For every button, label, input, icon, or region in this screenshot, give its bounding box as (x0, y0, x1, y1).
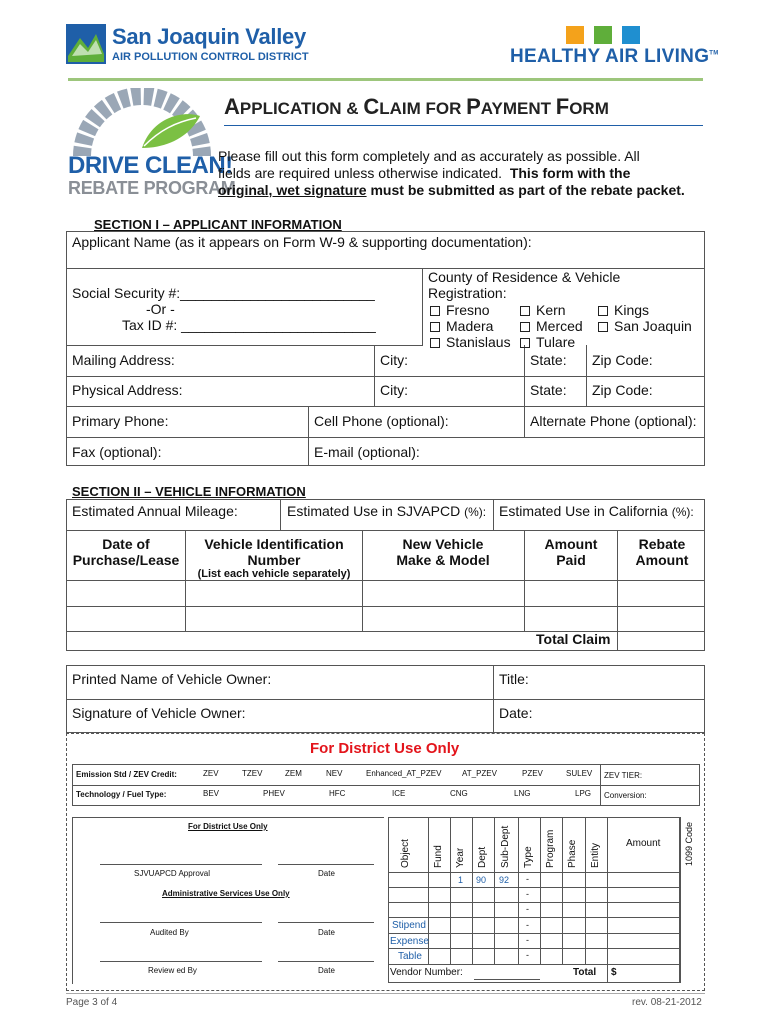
vendor-number-label: Vendor Number: (390, 967, 463, 978)
table-label: Table (398, 951, 422, 962)
acct-header-amount: Amount (626, 838, 661, 849)
tech-lng[interactable]: LNG (514, 789, 531, 798)
county-fresno-checkbox[interactable] (430, 306, 440, 316)
emission-zev[interactable]: ZEV (203, 769, 219, 778)
physical-zip-field[interactable]: Zip Code: (592, 382, 653, 398)
acct-row1-dept: 90 (476, 875, 487, 885)
title-a1: A (224, 94, 240, 119)
tax-id-field[interactable]: Tax ID #: _________________________ (122, 317, 376, 333)
county-merced[interactable] (520, 318, 583, 334)
county-kern-label: Kern (536, 302, 566, 318)
tech-phev[interactable]: PHEV (263, 789, 285, 798)
col-vin-note: (List each vehicle separately) (197, 568, 351, 580)
county-kings[interactable] (598, 302, 649, 318)
county-madera-checkbox[interactable] (430, 322, 440, 332)
s1-row-line5 (66, 345, 423, 346)
emission-std-label: Emission Std / ZEV Credit: (76, 770, 177, 779)
instructions (218, 148, 698, 199)
hal-squares-icon (566, 24, 646, 46)
emission-zem[interactable]: ZEM (285, 769, 302, 778)
sig-col-line (493, 665, 494, 733)
mailing-address-field[interactable]: Mailing Address: (72, 352, 175, 368)
conversion-field[interactable]: Conversion: (604, 791, 647, 800)
acct-header-line (388, 872, 680, 873)
acct-row5-dash: - (526, 935, 529, 945)
county-madera[interactable] (430, 318, 493, 334)
s1-col-county (422, 268, 423, 345)
ssn-field[interactable]: Social Security #:_________________________ (72, 285, 375, 301)
county-label-line2: Registration: (428, 285, 507, 301)
emission-tzev[interactable]: TZEV (242, 769, 263, 778)
acct-header-object: Object (400, 839, 411, 868)
s1-row-line4 (66, 437, 705, 438)
tech-fuel-label: Technology / Fuel Type: (76, 790, 167, 799)
hal-logo-text (510, 46, 719, 68)
drive-clean-gauge-icon (72, 88, 212, 158)
hal-logo-label: HEALTHY AIR LIVING (510, 46, 710, 67)
physical-city-field[interactable]: City: (380, 382, 408, 398)
admin-services-label: Administrative Services Use Only (162, 889, 290, 898)
primary-phone-field[interactable]: Primary Phone: (72, 413, 169, 429)
cell-phone-field[interactable]: Cell Phone (optional): (314, 413, 449, 429)
acct-row-line1 (388, 887, 680, 888)
col-date-header: Date of Purchase/Lease (72, 536, 180, 568)
mailing-city-field[interactable]: City: (380, 352, 408, 368)
section2-heading: SECTION II – VEHICLE INFORMATION (72, 484, 306, 499)
county-merced-label: Merced (536, 318, 583, 334)
acct-header-year: Year (455, 847, 466, 868)
instructions-line3 (218, 182, 698, 199)
instructions-line2-text: fields are required unless otherwise indicated. (218, 165, 503, 181)
county-stanislaus[interactable] (430, 334, 511, 350)
acct-row1-subdept: 92 (499, 875, 510, 885)
annual-mileage-field[interactable]: Estimated Annual Mileage: (72, 503, 238, 519)
acct-col-8 (585, 817, 586, 964)
section1-heading: SECTION I – APPLICANT INFORMATION (94, 217, 342, 232)
acct-row6-dash: - (526, 950, 529, 960)
sjv-logo (66, 24, 106, 64)
district-use-heading: For District Use Only (310, 740, 460, 757)
instructions-bold2: original, wet signature (218, 182, 367, 198)
emission-sulev[interactable]: SULEV (566, 769, 593, 778)
acct-col-5 (518, 817, 519, 964)
emission-row-line (72, 785, 700, 786)
acct-col-6 (540, 817, 541, 964)
drive-clean-text: DRIVE CLEAN! (68, 152, 233, 179)
acct-header-fund: Fund (433, 845, 444, 868)
use-california-field[interactable] (499, 503, 694, 519)
acct-row-line2 (388, 902, 680, 903)
county-kern[interactable] (520, 302, 566, 318)
title-c2: LAIM FOR (379, 99, 467, 118)
tech-ice[interactable]: ICE (392, 789, 406, 798)
acct-row-line5 (388, 948, 680, 949)
county-merced-checkbox[interactable] (520, 322, 530, 332)
county-kings-label: Kings (614, 302, 650, 318)
email-field[interactable]: E-mail (optional): (314, 444, 420, 460)
instructions-line2 (218, 165, 698, 182)
inner-district-box (72, 817, 384, 984)
audited-sig-line (100, 922, 262, 923)
reviewed-sig-line (100, 961, 262, 962)
inner-district-heading: For District Use Only (188, 822, 268, 831)
col-make-header: New Vehicle Make & Model (396, 536, 490, 568)
code-1099-label: 1099 Code (684, 821, 694, 866)
section1-table (66, 231, 705, 466)
county-fresno[interactable] (430, 302, 490, 318)
county-san-joaquin-label: San Joaquin (614, 318, 692, 334)
instructions-bold3: must be submitted as part of the rebate packet. (370, 182, 685, 198)
s1-row-line3 (66, 406, 705, 407)
acct-row1-dash: - (526, 874, 529, 884)
sjv-approval-label: SJVUAPCD Approval (134, 869, 211, 878)
emission-col-line (600, 764, 601, 806)
acct-header-dept: Dept (477, 846, 488, 868)
acct-header-program: Program (545, 829, 556, 868)
tech-cng[interactable]: CNG (450, 789, 468, 798)
county-stanislaus-checkbox[interactable] (430, 338, 440, 348)
signature-field[interactable]: Signature of Vehicle Owner: (72, 705, 246, 721)
acct-row3-dash: - (526, 904, 529, 914)
county-tulare[interactable] (520, 334, 575, 350)
title-field[interactable]: Title: (499, 671, 529, 687)
alt-phone-field[interactable]: Alternate Phone (optional): (530, 413, 697, 429)
title-f1: F (555, 94, 570, 119)
acct-header-type: Type (523, 846, 534, 868)
emission-at-pzev[interactable]: AT_PZEV (462, 769, 497, 778)
acct-header-phase: Phase (567, 839, 578, 868)
instructions-bold1: This form with the (509, 165, 631, 181)
title-c1: C (363, 94, 380, 119)
reviewed-by-label: Review ed By (148, 966, 197, 975)
revision-date: rev. 08-21-2012 (632, 997, 702, 1008)
title-a2: PPLICATION & (239, 99, 364, 118)
footer-rule (66, 993, 705, 994)
physical-address-field[interactable]: Physical Address: (72, 382, 183, 398)
code1099-col (680, 817, 681, 983)
stipend-label: Stipend (392, 920, 426, 931)
acct-col-3 (472, 817, 473, 964)
acct-row4-dash: - (526, 920, 529, 930)
s1-col-alt (524, 406, 525, 437)
expense-label: Expense (390, 936, 429, 947)
county-madera-label: Madera (446, 318, 494, 334)
title-p1: P (466, 94, 481, 119)
sig-row-line (66, 699, 705, 700)
acct-header-subdept: Sub-Dept (500, 825, 511, 868)
fax-field[interactable]: Fax (optional): (72, 444, 162, 460)
acct-col-2 (450, 817, 451, 964)
reviewed-date-line (278, 961, 374, 962)
s2-col-rebate (617, 530, 618, 651)
vendor-number-line (474, 979, 540, 980)
total-label: Total (573, 967, 597, 978)
rebate-program-text: REBATE PROGRAM (68, 178, 236, 198)
use-sjvapcd-field[interactable] (287, 503, 486, 519)
county-san-joaquin-checkbox[interactable] (598, 322, 608, 332)
s1-row-line2 (66, 376, 705, 377)
tech-hfc[interactable]: HFC (329, 789, 346, 798)
use-sjvapcd-label: Estimated Use in SJVAPCD (287, 503, 461, 519)
tech-bev[interactable]: BEV (203, 789, 220, 798)
county-tulare-checkbox[interactable] (520, 338, 530, 348)
audited-date-label: Date (318, 928, 335, 937)
col-rebate-header: Rebate Amount (635, 536, 689, 568)
emission-nev[interactable]: NEV (326, 769, 343, 778)
acct-col-7 (562, 817, 563, 964)
s2-row-line2 (66, 580, 705, 581)
county-label (428, 269, 620, 301)
acct-row-line6 (388, 964, 680, 965)
zev-tier-field[interactable]: ZEV TIER: (604, 771, 643, 780)
county-kings-checkbox[interactable] (598, 306, 608, 316)
mailing-state-field[interactable]: State: (530, 352, 567, 368)
s2-col-make (362, 530, 363, 631)
physical-state-field[interactable]: State: (530, 382, 567, 398)
org-subtitle: AIR POLLUTION CONTROL DISTRICT (112, 51, 309, 63)
applicant-name-label: Applicant Name (as it appears on Form W-9 & supporting documentation): (72, 234, 532, 250)
acct-row1-year: 1 (458, 875, 464, 885)
acct-col-9 (607, 817, 608, 983)
org-name: San Joaquin Valley (112, 24, 306, 49)
s1-col-cell (308, 406, 309, 466)
approval-sig-line (100, 864, 262, 865)
col-amount-header: Amount Paid (544, 536, 598, 568)
acct-header-entity: Entity (590, 842, 601, 868)
title-f2: ORM (569, 99, 609, 118)
instructions-line1: Please fill out this form completely and as accurately as possible. All (218, 148, 640, 164)
s1-col-state (524, 345, 525, 406)
title-p2: AYMENT (480, 99, 556, 118)
county-kern-checkbox[interactable] (520, 306, 530, 316)
county-stanislaus-label: Stanislaus (446, 334, 511, 350)
approval-date-line (278, 864, 374, 865)
or-label: -Or - (146, 301, 175, 317)
audited-date-line (278, 922, 374, 923)
s2-col-sjv (280, 499, 281, 530)
total-dollar-sign: $ (611, 967, 617, 978)
audited-by-label: Audited By (150, 928, 189, 937)
section2-table (66, 499, 705, 651)
page-number: Page 3 of 4 (66, 997, 118, 1008)
use-california-label: Estimated Use in California (499, 503, 668, 519)
acct-row-line3 (388, 917, 680, 918)
county-san-joaquin[interactable] (598, 318, 692, 334)
total-claim-label: Total Claim (536, 631, 611, 647)
s1-col-city (374, 345, 375, 406)
county-fresno-label: Fresno (446, 302, 490, 318)
title-rule (224, 125, 703, 126)
s2-col-ca (493, 499, 494, 530)
signature-date-field[interactable]: Date: (499, 705, 533, 721)
approval-date-label: Date (318, 869, 335, 878)
s1-col-zip (586, 345, 587, 406)
acct-col-4 (494, 817, 495, 964)
county-label-line1: County of Residence & Vehicle (428, 269, 621, 285)
reviewed-date-label: Date (318, 966, 335, 975)
county-tulare-label: Tulare (536, 334, 576, 350)
acct-row-line4 (388, 933, 680, 934)
emission-enhanced-at-pzev[interactable]: Enhanced_AT_PZEV (366, 769, 442, 778)
s2-row-line3 (66, 606, 705, 607)
emission-pzev[interactable]: PZEV (522, 769, 543, 778)
s2-col-vin (185, 530, 186, 631)
printed-name-field[interactable]: Printed Name of Vehicle Owner: (72, 671, 272, 687)
s2-row-line1 (66, 530, 705, 531)
tech-lpg[interactable]: LPG (575, 789, 592, 798)
use-sjvapcd-pct: (%): (464, 505, 487, 519)
s2-col-amount (524, 530, 525, 631)
page-title (224, 94, 609, 120)
mailing-zip-field[interactable]: Zip Code: (592, 352, 653, 368)
header-rule (68, 78, 703, 81)
acct-row2-dash: - (526, 889, 529, 899)
hal-tm: TM (709, 50, 719, 57)
col-vin-header: Vehicle Identification Number (204, 536, 344, 568)
use-california-pct: (%): (671, 505, 694, 519)
